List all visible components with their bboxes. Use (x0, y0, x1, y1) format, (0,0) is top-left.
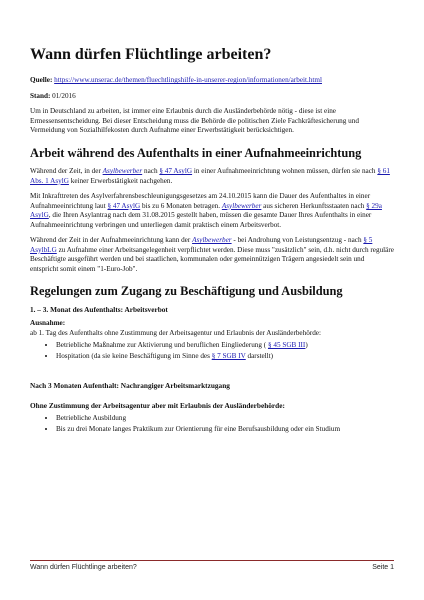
text: , die Ihren Asylantrag nach dem 31.08.2015 gestellt haben, müssen die gesamte Dauer Ihres Aufenthalts in einer Aufnahmeeinrichtung verbringen und unterliegen damit praktisch einem Arbeitsverbot. (30, 211, 372, 229)
link-asylbewerber[interactable]: Asylbewerber (192, 236, 232, 245)
text: Während der Zeit in der Aufnahmeeinrichtung kann der (30, 236, 193, 245)
list-item (56, 352, 394, 362)
stand-line (30, 92, 394, 102)
ausnahme-label: Ausnahme: (30, 319, 66, 328)
link-47-asylg[interactable]: § 47 AsylG (107, 201, 141, 210)
section-heading-aufnahmeeinrichtung: Arbeit während des Aufenthalts in einer Aufnahmeeinrichtung (30, 145, 362, 160)
text: darstellt) (245, 351, 274, 360)
paragraph-arbeitsgelegenheit (30, 236, 394, 274)
link-5-asylblg[interactable]: § 5 AsylbLG (30, 236, 373, 254)
link-45-sgb-iii[interactable]: § 45 SGB III (267, 341, 306, 350)
subheading-arbeitsverbot: 1. – 3. Monat des Aufenthalts: Arbeitsverbot (30, 305, 168, 315)
footer-title: Wann dürfen Flüchtlinge arbeiten? (30, 564, 137, 571)
link-asylbewerber[interactable]: Asylbewerber (221, 201, 262, 210)
link-47-asylg[interactable]: § 47 AsylG (159, 167, 193, 176)
ausnahme-block (30, 319, 394, 338)
text: in einer Aufnahmeeinrichtung wohnen müssen, dürfen sie nach (192, 167, 378, 176)
text: aus sicheren Herkunftsstaaten nach (261, 201, 367, 210)
text: Mit Inkrafttreten des Asylverfahrensbeschleunigungsgesetzes am 24.10.2015 kann die Dauer des Aufenthaltes in einer Aufnahmeeinrichtung laut (30, 192, 371, 210)
page-footer (30, 560, 394, 571)
list-item: • Betriebliche Ausbildung (56, 414, 394, 424)
text: keiner Erwerbstätigkeit nachgehen. (68, 176, 173, 185)
link-61-asylg[interactable]: § 61 Abs. 1 AsylG (30, 167, 390, 185)
text: nach (142, 167, 160, 176)
list-item: • Bis zu drei Monate langes Praktikum zur Orientierung für eine Berufsausbildung oder ein Studium (56, 425, 394, 435)
text: Hospitation (da sie keine Beschäftigung im Sinne des (56, 351, 212, 360)
intro-paragraph: Um in Deutschland zu arbeiten, ist immer eine Erlaubnis durch die Ausländerbehörde nötig - diese ist eine Ermessensentscheidung. Bei dieser Entscheidung muss die Behörde die politischen Ziele Fachkräftesicherung und Vermeidung von Sozialhilfekosten durch Aufnahme einer Erwerbstätigkeit berücksichtigen. (30, 107, 359, 135)
page-number: Seite 1 (372, 564, 394, 571)
page-title: Wann dürfen Flüchtlinge arbeiten? (30, 46, 272, 63)
spacer (30, 367, 394, 381)
subheading-nachrangiger-zugang: Nach 3 Monaten Aufenthalt: Nachrangiger Arbeitsmarktzugang (30, 381, 230, 391)
section-heading-regelungen: Regelungen zum Zugang zu Beschäftigung und Ausbildung (30, 284, 343, 299)
stand-label: Stand: (30, 91, 51, 100)
text: zu Aufnahme einer Arbeitsangelegenheit verpflichtet werden. Diese muss "zusätzlich" sein, d.h. nicht durch reguläre Beschäftigte ausgeführt werden und bei staatlichen, kommunalen oder gemeinnützigen Trägern angesiedelt sein und entspricht somit einem "1-Euro-Job". (30, 245, 394, 273)
source-line (30, 76, 394, 86)
stand-value: 01/2016 (52, 91, 76, 100)
text: - bei Androhung von Leistungsentzug - nach (231, 236, 364, 245)
subheading-ohne-zustimmung: Ohne Zustimmung der Arbeitsagentur aber mit Erlaubnis der Ausländerbehörde: (30, 400, 285, 410)
exception-list (30, 341, 394, 361)
text: Während der Zeit, in der (30, 167, 103, 176)
text: Betriebliche Maßnahme zur Aktivierung und beruflichen Eingliederung ( (56, 341, 268, 350)
list-item (56, 341, 394, 351)
allowed-list (30, 414, 394, 434)
link-7-sgb-iv[interactable]: § 7 SGB IV (211, 351, 246, 360)
link-asylbewerber[interactable]: Asylbewerber (102, 167, 143, 176)
ausnahme-text: ab 1. Tag des Aufenthalts ohne Zustimmung der Arbeitsagentur und Erlaubnis der Ausländerbehörde: (30, 328, 321, 337)
text: bis zu 6 Monaten betragen. (140, 201, 222, 210)
link-29a-asylg[interactable]: § 29a AsylG (30, 201, 382, 220)
source-label: Quelle: (30, 76, 53, 85)
paragraph-arbeitsverbot (30, 167, 394, 186)
text: ) (305, 341, 308, 350)
paragraph-beschleunigungsgesetz (30, 192, 394, 230)
source-link[interactable]: https://www.unserac.de/themen/fluechtlingshilfe-in-unserer-region/informationen/arbeit.html (54, 76, 322, 85)
